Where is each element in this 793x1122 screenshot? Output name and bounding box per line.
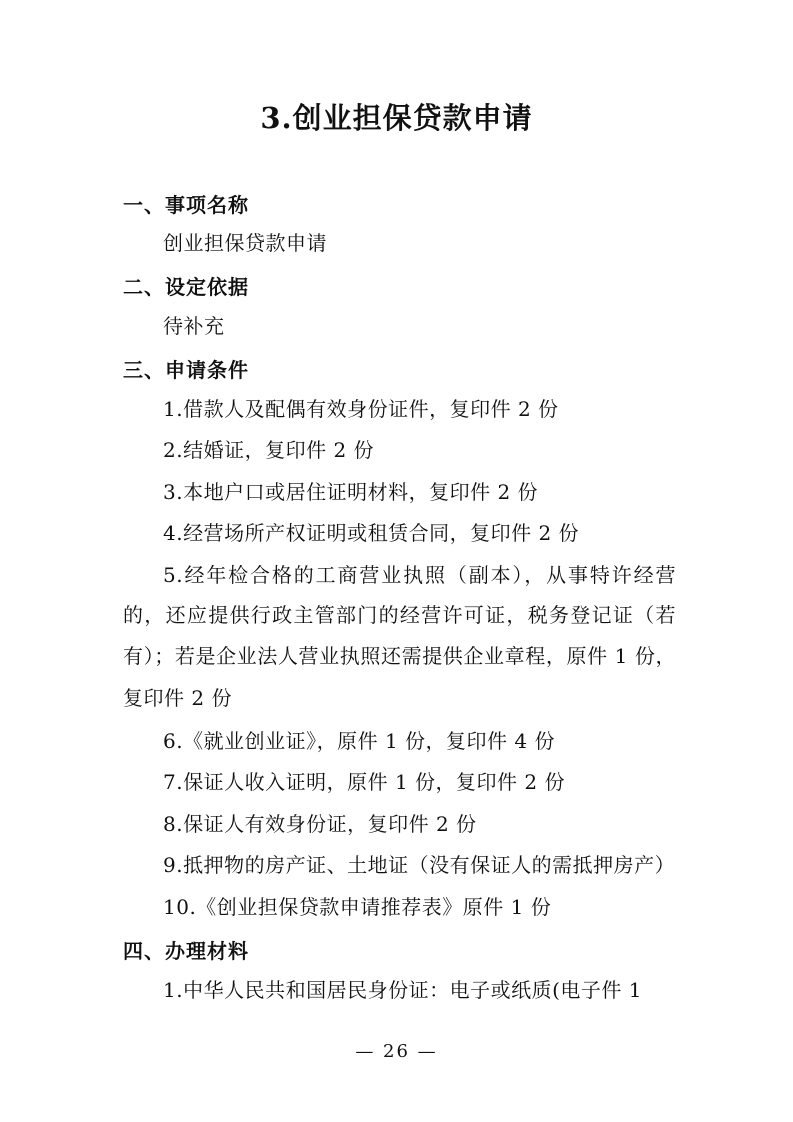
section-body-item-name: 创业担保贷款申请 [163,231,327,255]
condition-item: 2.结婚证，复印件 2 份 [163,438,375,462]
material-item: 1.中华人民共和国居民身份证：电子或纸质(电子件 1 [163,978,642,1002]
condition-item: 1.借款人及配偶有效身份证件，复印件 2 份 [163,397,559,421]
section-body-legal-basis: 待补充 [163,314,225,338]
condition-item: 7.保证人收入证明，原件 1 份，复印件 2 份 [163,770,565,794]
section-heading-legal-basis: 二、设定依据 [123,275,249,299]
section-heading-conditions: 三、申请条件 [123,358,249,382]
condition-item: 3.本地户口或居住证明材料，复印件 2 份 [163,480,539,504]
condition-item: 10.《创业担保贷款申请推荐表》原件 1 份 [163,895,552,919]
page-title: 3.创业担保贷款申请 [260,101,533,135]
section-heading-item-name: 一、事项名称 [123,193,249,217]
page-number: — 26 — [355,1041,438,1062]
condition-item: 4.经营场所产权证明或租赁合同，复印件 2 份 [163,521,580,545]
condition-item-continuation: 复印件 2 份 [123,686,232,710]
condition-item: 9.抵押物的房产证、土地证（没有保证人的需抵押房产） [163,853,676,877]
condition-item: 6.《就业创业证》，原件 1 份，复印件 4 份 [163,729,555,753]
section-heading-materials: 四、办理材料 [123,939,249,963]
condition-item-continuation: 的，还应提供行政主管部门的经营许可证，税务登记证（若 [123,603,676,627]
condition-item: 8.保证人有效身份证，复印件 2 份 [163,812,477,836]
condition-item: 5.经年检合格的工商营业执照（副本），从事特许经营 [163,563,676,587]
condition-item-continuation: 有）；若是企业法人营业执照还需提供企业章程，原件 1 份， [123,644,676,668]
